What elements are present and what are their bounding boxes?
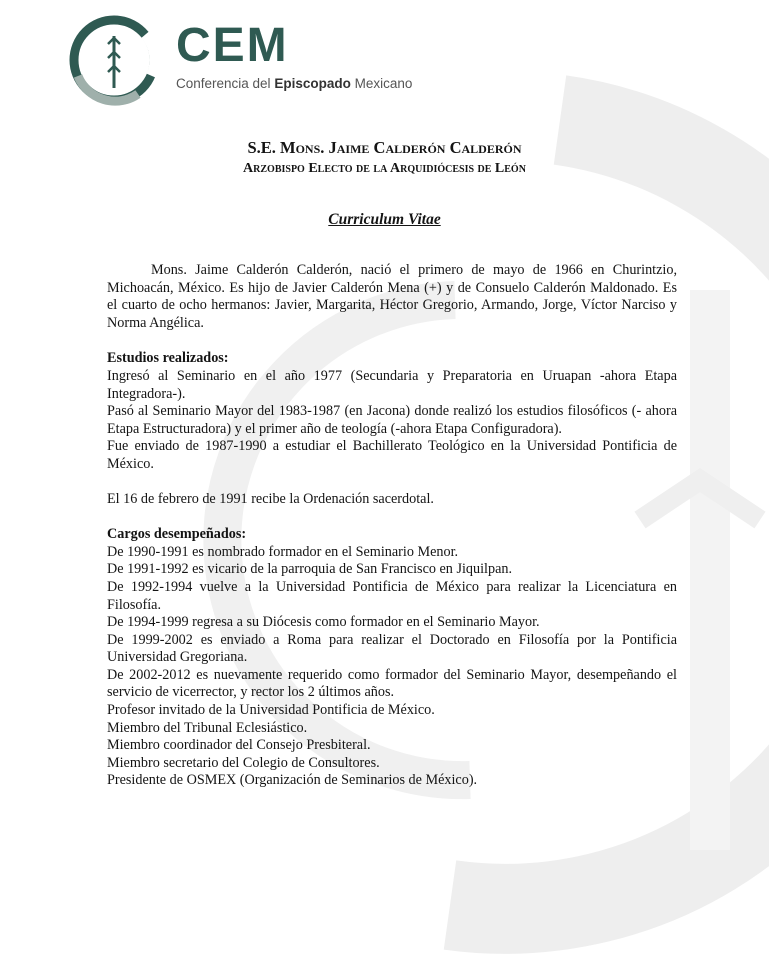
positions-item: De 2002-2012 es nuevamente requerido como formador del Seminario Mayor, desempeñando el servicio de vicerrector, y rector los 2 últimos años. <box>107 666 677 701</box>
document-title: S.E. Mons. Jaime Calderón Calderón <box>247 138 522 157</box>
positions-item: Miembro coordinador del Consejo Presbiteral. <box>107 737 371 754</box>
positions-item: De 1999-2002 es enviado a Roma para realizar el Doctorado en Filosofía por la Pontificia Universidad Gregoriana. <box>107 631 677 666</box>
positions-item: Miembro del Tribunal Eclesiástico. <box>107 719 308 736</box>
logo-acronym: CEM <box>176 19 289 72</box>
positions-item: De 1990-1991 es nombrado formador en el Seminario Menor. <box>107 543 459 560</box>
positions-item: De 1991-1992 es vicario de la parroquia de San Francisco en Jiquilpan. <box>107 561 513 578</box>
logo-subtitle: Conferencia del Episcopado Mexicano <box>176 76 413 91</box>
intro-paragraph: Mons. Jaime Calderón Calderón, nació el primero de mayo de 1966 en Churintzio, Michoacán, México. Es hijo de Javier Calderón Mena (+) y de Consuelo Calderón Maldonado. Es el cuarto de ocho hermanos: Javier, Margarita, Héctor Gregorio, Armando, Jorge, Víctor Narciso y Norma Angélica. <box>107 262 677 331</box>
studies-item: Fue enviado de 1987-1990 a estudiar el Bachillerato Teológico en la Universidad Pontificia de México. <box>107 438 677 472</box>
studies-item: Pasó al Seminario Mayor del 1983-1987 (en Jacona) donde realizó los estudios filosóficos (- ahora Etapa Estructuradora) y el primer año de teología (-ahora Etapa Configuradora). <box>107 403 677 437</box>
positions-item: Miembro secretario del Colegio de Consultores. <box>107 754 380 771</box>
positions-item: Profesor invitado de la Universidad Pontificia de México. <box>107 702 435 719</box>
cem-logo <box>68 14 413 110</box>
positions-item: Presidente de OSMEX (Organización de Seminarios de México). <box>107 772 478 789</box>
positions-item: De 1994-1999 regresa a su Diócesis como formador en el Seminario Mayor. <box>107 614 540 631</box>
document-subtitle: Arzobispo Electo de la Arquidiócesis de León <box>243 161 526 176</box>
cem-emblem-icon <box>68 14 164 110</box>
cv-heading: Curriculum Vitae <box>328 211 441 228</box>
studies-heading: Estudios realizados: <box>107 350 229 367</box>
document-body <box>107 262 677 790</box>
ordination-paragraph: El 16 de febrero de 1991 recibe la Ordenación sacerdotal. <box>107 490 434 507</box>
studies-item: Ingresó al Seminario en el año 1977 (Secundaria y Preparatoria en Uruapan -ahora Etapa Integradora-). <box>107 367 677 402</box>
positions-item: De 1992-1994 vuelve a la Universidad Pontificia de México para realizar la Licenciatura en Filosofía. <box>107 578 677 613</box>
positions-heading: Cargos desempeñados: <box>107 526 247 543</box>
